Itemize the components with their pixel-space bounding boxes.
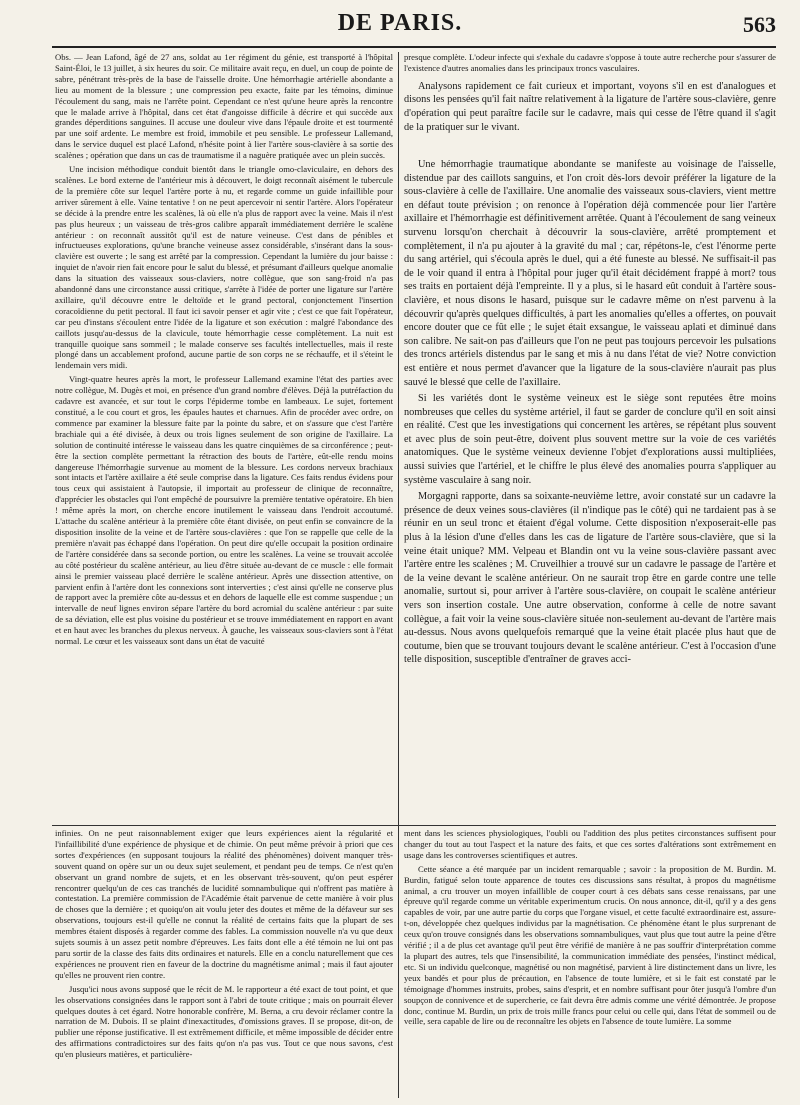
feuilleton-column-right [404, 828, 776, 1098]
paragraph: Vingt-quatre heures après la mort, le professeur Lallemand examine l'état des parties avec notre collègue, M. Dugès et moi, en présence d'un grand nombre d'élèves. Déjà la putréfaction du cadavre est avancée, et sur tout le corps l'épiderme tombe en lambeaux. Le sujet, fortement constitué, a le cou court et gros, les épaules hautes et charnues. Afin de procéder avec ordre, on commence par examiner la blessure faite par la pointe du sabre, et on s'assure que c'est l'artère brachiale qui a été divisée, à deux ou trois lignes seulement de son origine de l'axillaire. La solution de continuité intéresse le vaisseau dans les quatre cinquièmes de sa circonférence ; peut-être la section complète permettant la rétraction des bouts de l'artère, eût-elle rendu moins dangereuse l'hémorrhagie survenue au moment de la blessure. Les cordons nerveux brachiaux sont intacts et l'artère axillaire a été seule comprise dans la ligature. Ces faits rendus évidens pour tous ceux qui assistaient à l'autopsie, il importait au professeur de clinique de reconnaître, d'apprécier les obstacles qui l'ont empêché de poursuivre la première tentative opératoire. Eh bien ! même après la mort, on cherche encore inutilement le vaisseau dans l'endroit accoutumé. L'attache du scalène antérieur à la première côte étant divisée, on peut enfin se convaincre de la disposition insolite de la veine et de l'artère sous-clavières : que l'on se rappelle que celle de la première n'avait pas échappé dans l'opération. On peut dire qu'elle occupait la position ordinaire de l'artère considérée dans sa seconde portion, ou entre les scalènes. La veine se trouvait accolée au côté postérieur du scalène antérieur, au lieu d'être située au-devant de ce muscle : elle formait ainsi le premier vaisseau placé derrière le scalène antérieur. Après une dissection attentive, on parvient enfin à l'artère dont les connexions sont interverties ; c'est ainsi qu'elle ne conserve plus de rapport avec la première côte au-dessus et en dehors de laquelle elle est comme suspendue ; un intervalle de neuf lignes environ sépare l'artère du bord acromial du scalène antérieur : par suite de sa déviation, elle est plus voisine du postérieur et se trouve immédiatement en rapport en avant et en haut avec les branches du plexus nerveux. À gauche, les vaisseaux sous-claviers sont à l'état normal. Le cœur et les vaisseaux sont dans un état de vacuité [55, 374, 393, 647]
feuilleton-column-left [55, 828, 393, 1098]
paragraph: ment dans les sciences physiologiques, l'oubli ou l'addition des plus petites circonstances suffisent pour changer du tout au tout l'aspect et la nature des faits, et que ces sortes d'altérations sont extrêmement en usage dans les controverses scientifiques et autres. [404, 828, 776, 860]
paragraph: Obs. — Jean Lafond, âgé de 27 ans, soldat au 1er régiment du génie, est transporté à l'hôpital Saint-Éloi, le 13 juillet, à six heures du soir. Ce militaire avait reçu, en duel, un coup de pointe de sabre, pénétrant très-près de la base de l'aisselle droite. Une hémorrhagie artérielle abondante a lieu au moment de la blessure ; une compression peu exacte, faite par les témoins, diminue l'écoulement du sang, mais ne l'arrête point. Cependant ce n'est qu'une heure après la rencontre que le malade arrive à l'hôpital, dans cet état d'angoisse difficile à décrire et qui succède aux grandes déperditions sanguines. Il accuse une douleur vive dans l'épaule droite et est tourmenté par une soif ardente. Le membre est froid, immobile et peu sensible. Le professeur Lallemand, dans le service duquel est placé Lafond, n'hésite point à lier l'artère sous-clavière à sa sortie des scalènes ; opération que dans un cas de traumatisme il a naguère pratiquée avec un plein succès. [55, 52, 393, 161]
paragraph: Jusqu'ici nous avons supposé que le récit de M. le rapporteur a été exact de tout point, et que les observations consignées dans le rapport sont à l'abri de toute critique ; mais on pourrait élever quelques doutes à cet égard. Notre honorable confrère, M. Berna, a cru devoir réclamer contre la narration de M. Dubois. Il se plaint d'inexactitudes, d'omissions graves. Il se propose, dit-on, de publier une réponse justificative. Il est extrêmement difficile, et même impossible de décider entre des affirmations contradictoires sur des faits qu'on n'a pas vus. Tout ce que nous savons, c'est qu'en plusieurs matières, et particulière- [55, 983, 393, 1060]
section-divider [52, 825, 776, 826]
header-rule [52, 46, 776, 48]
observation-column-continued [404, 52, 776, 156]
paragraph: Une hémorrhagie traumatique abondante se manifeste au voisinage de l'aisselle, distendue par des caillots sanguins, et l'on croit dès-lors devoir préférer la ligature de la sous-clavière à celle de l'axillaire. Une anomalie des vaisseaux sous-claviers, vient mettre en défaut toute prévision ; on renonce à l'opération déjà commencée pour lier l'artère axillaire et l'hémorrhagie est définitivement arrêtée. Quant à l'écoulement de sang veineux survenu lorsqu'on cherchait à découvrir la sous-clavière, arrêté promptement et complètement, il n'a pu ajouter à la gravité du mal ; car, répétons-le, c'est l'énorme perte du sang artériel, qui s'écoula après le duel, qui a été funeste au blessé. Ne suffisait-il pas de le voir quand il entra à l'hôpital pour juger qu'il était décidément frappé à mort? tous ses traits en portaient déjà l'empreinte. Il y a plus, si le hasard eût conduit à l'artère sous-clavière, et nous disons le hasard, puisque sur le cadavre même on n'est parvenu à la découvrir qu'après quelques difficultés, à part les anomalies qu'elles a offertes, on pouvait encore douter que ce fût elle ; le sujet était exsangue, le vaisseau aplati et diminué dans son calibre. Ne sait-on pas d'ailleurs que l'on ne peut pas toujours percevoir les pulsations des troncs artériels distendus par le sang et mis à nu dans l'état de vie? Notre conviction est entière et nous permet d'avancer que la ligature de la sous-clavière n'aurait pas plus sauvé le blessé que celle de l'axillaire. [404, 159, 776, 388]
page-header [0, 10, 800, 44]
page-title: DE PARIS. [337, 10, 463, 36]
paragraph: presque complète. L'odeur infecte qui s'exhale du cadavre s'oppose à toute autre recherche pour s'assurer de l'existence d'autres anomalies dans les principaux troncs vasculaires. [404, 52, 776, 73]
paragraph: infinies. On ne peut raisonnablement exiger que leurs expériences aient la régularité et l'infaillibilité d'une expérience de physique et de chimie. On peut même prévoir à priori que ces sortes d'expériences (en supposant toujours la réalité des phénomènes) doivent manquer très-souvent quand on opère sur un ou deux sujet seulement, et pendant peu de temps. Ce n'est qu'en observant un grand nombre de sujets, et en les observant très-souvent, qu'on peut espérer rencontrer quelqu'un de ces cas tranchés de lucidité somnambulique qui n'offrent pas matière à contestation. La première commission de l'Académie était parvenue de cette manière à voir plus de choses que la dernière ; et quoiqu'on ait voulu jeter des doutes et même de la défaveur sur ses observations, toujours est-il qu'elle ne connut la réalité de certains faits que la plupart de ses membres étaient disposés à regarder comme des fables. La commission nouvelle n'a vu que deux sujets soumis à un assez petit nombre d'épreuves. Les faits dont elle a été témoin ne lui ont pas paru sortir de la classe des faits dits ordinaires et naturels. Elle en a conclu naturellement que ces expériences ne prouvent rien en faveur de la doctrine du magnétisme animal ; mais il faut ajouter qu'elles ne prouvent rien contre. [55, 828, 393, 980]
column-divider [398, 52, 399, 1098]
paragraph: Cette séance a été marquée par un incident remarquable ; savoir : la proposition de M. Burdin. M. Burdin, fatigué selon toute apparence de toutes ces discussions sans résultat, à propos du magnétisme animal, a cru trouver un moyen infaillible de couper court à ces débats sans cesse renaissans, par une épreuve qu'il regarde comme un véritable experimentum crucis. On nous annonce, dit-il, qu'il y a des gens capables de voir, par une autre partie du corps que l'organe visuel, et cette faculté extraordinaire est, assure-t-on, développée chez quelques individus par la magnétisation. Ce phénomène étant le plus surprenant de ceux qu'on trouve consignés dans les observations somnambuliques, vaut plus que tout autre la peine d'être vérifié ; il a de plus cet avantage qu'il peut être vérifié de manière à ne pas souffrir d'interprétation comme la plupart des autres, tels que l'insensibilité, la communication immédiate des pensées, l'instinct médical, etc. Si un individu quelconque, magnétisé ou non magnétisé, parvient à lire distinctement dans un livre, les yeux bandés et pour plus de précaution, en l'absence de toute lumière, et si le fait est constaté par le témoignage d'hommes instruits, probes, sains d'esprit, et en nombre suffisant pour ôter jusqu'à l'ombre d'un soupçon de connivence et de supercherie, ce fait devra être admis comme une vérité démontrée. Je propose donc, continue M. Burdin, un prix de trois mille francs pour celui ou celle qui, dans l'état de sommeil ou de veille, sera capable de lire ou de reconnaître les objets en l'absence de toute lumière. La somme [404, 863, 776, 1027]
paragraph: Une incision méthodique conduit bientôt dans le triangle omo-claviculaire, en dehors des scalènes. Le bord externe de l'antérieur mis à découvert, le doigt reconnaît aisément le tubercule de la première côte sur lequel l'artère porte à nu, et regarde comme un guide infaillible pour arriver sûrement à elle. Vaine tentative ! on ne peut apercevoir ni sentir l'artère. Alors l'opérateur se décide à la prendre entre les scalènes, là où elle n'a plus de rapport avec la veine. Mais il n'est pas plus heureux ; un vaisseau de très-gros calibre apparaît immédiatement derrière le scalène antérieur : on reconnaît aussitôt qu'il est de nature veineuse. C'est dans de pénibles et infructueuses explorations, qu'une branche veineuse assez considérable, s'insérant dans la sous-clavière est ouverte ; le sang est arrêté par la compression. Cependant la lumière du jour baisse : inquiet de n'avoir rien fait encore pour le salut du blessé, et présumant d'ailleurs quelque anomalie dans la situation des vaisseaux sous-claviers, notre collègue, que son sang-froid n'a pas abandonné dans une circonstance aussi critique, s'arrête à l'idée de porter une ligature sur l'artère axillaire, qu'il découvre entre le deltoïde et le grand pectoral, conjonctement l'insertion coracoïdienne du petit pectoral. Il faut ici savoir penser et agir vite ; c'est ce que fait l'opérateur, car peu d'instans s'écoulent entre l'idée de la ligature et son exécution : malgré l'abondance des caillots jusqu'au-dessus de la clavicule, toute hémorrhagie cesse complètement. La nuit est tranquille quoique sans sommeil ; le malade conserve ses facultés intellectuelles, mais il reste plongé dans un accablement profond, aucune partie de son corps ne se réchauffe, et il s'éteint le lendemain vers midi. [55, 164, 393, 371]
observation-column [55, 52, 393, 825]
paragraph: Morgagni rapporte, dans sa soixante-neuvième lettre, avoir constaté sur un cadavre la présence de deux veines sous-clavières (il n'indique pas le côté) qui ne tardaient pas à se réunir en un seul tronc et étaient d'égal volume. Cette disposition n'exposerait-elle pas plus à la lésion d'une d'elles dans les cas de ligature de l'artère sous-clavière, que si la veine était unique? MM. Velpeau et Blandin ont vu la veine sous-clavière passant avec l'artère entre les scalènes ; M. Cruveilhier a trouvé sur un cadavre le passage de l'artère et de la veine devant le scalène antérieur. On ne saurait trop être en garde contre une telle anomalie, surtout si, pour arriver à l'artère sous-clavière, on coupait le scalène antérieur vers son insertion costale. Une autre observation, conforme à celle de notre savant collègue, a fait voir la veine sous-clavière située non-seulement au-devant de l'artère mais au-dessus. Nous avons quelquefois remarqué que la veine était placée plus haut que de coutume, bien que se trouvant toujours devant le scalène antérieur. C'est à l'occasion d'une telle disposition, susceptible d'entraîner de graves acci- [404, 491, 776, 666]
analysis-column [404, 158, 776, 824]
paragraph: Si les variétés dont le système veineux est le siège sont reputées être moins nombreuses que celles du système artériel, il faut se garder de conclure qu'il en soit ainsi en réalité. C'est que les investigations qui concernent les artères, se répétant plus souvent et avec plus de soin peut-être, doivent plus souvent mettre sur la voie de ces variétés anatomiques. Que le système veineux devienne l'objet d'explorations aussi multipliées, aussi suivies que l'artériel, et le chiffre le plus élevé des anomalies pourra s'appliquer au système vasculaire à sang noir. [404, 393, 776, 486]
page-number: 563 [743, 12, 776, 37]
paragraph: Analysons rapidement ce fait curieux et important, voyons s'il en est d'analogues et disons les pensées qu'il fait naître relativement à la ligature de l'artère sous-clavière, genre d'opération qui peut paraître facile sur le cadavre, mais qui cesse de l'être quand il s'agit de la pratiquer sur le vivant. [404, 80, 776, 133]
